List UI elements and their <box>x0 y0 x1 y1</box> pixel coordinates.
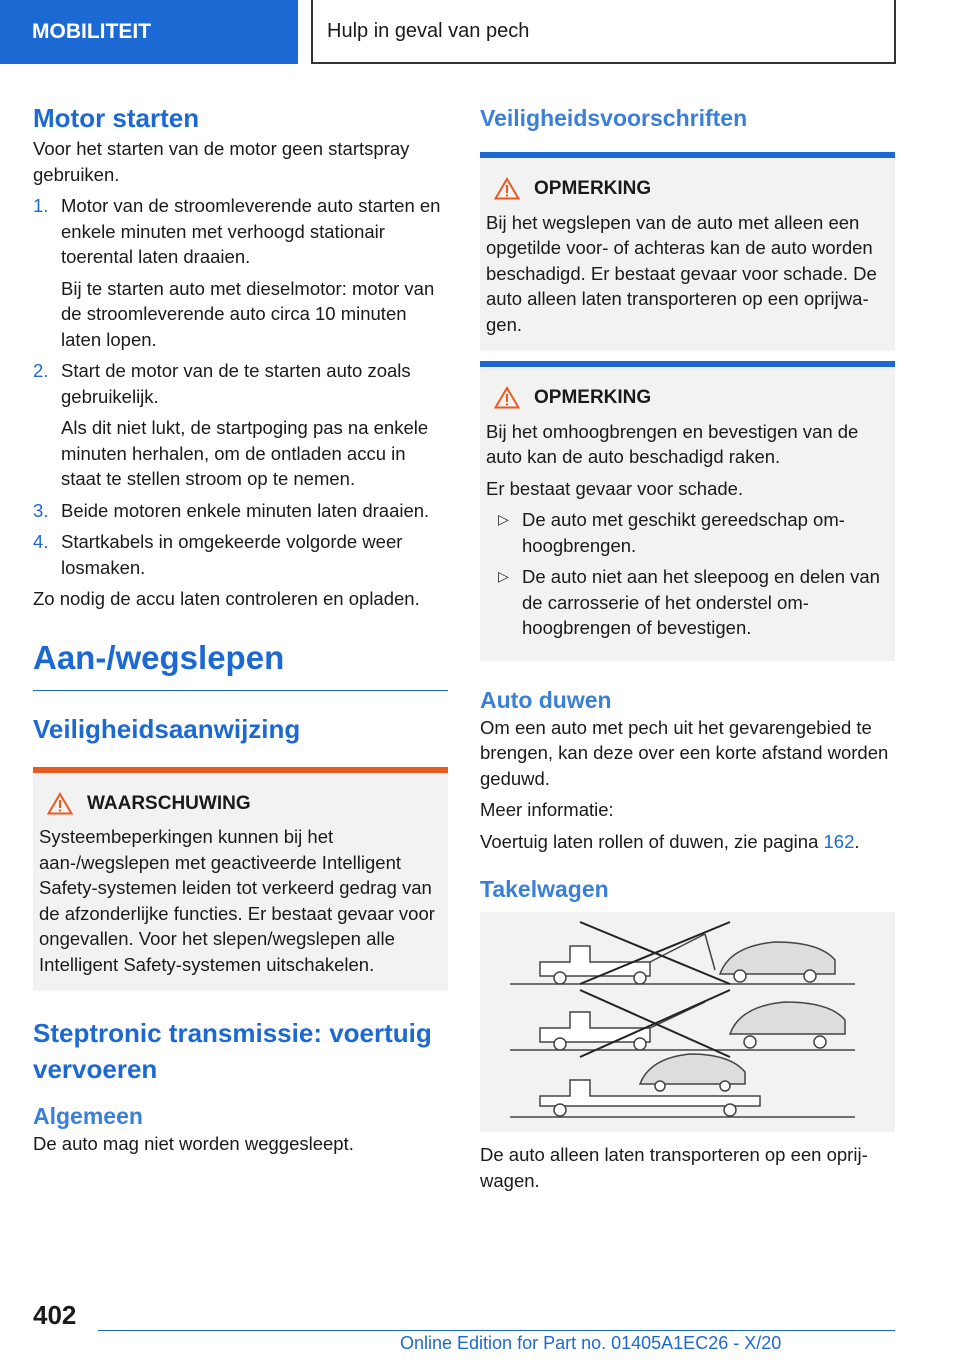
push-heading: Auto duwen <box>480 686 612 713</box>
step-text: Motor van de stroomleverende auto starten en enkele minuten met verhoogd stationair toerental laten draaien. <box>61 195 441 267</box>
push-text: Om een auto met pech uit het gevarengebied te brengen, kan deze over een korte afstand worden geduwd. <box>480 716 889 789</box>
list-item <box>486 507 889 558</box>
motor-outro: Zo nodig de accu laten controleren en opladen. <box>33 588 420 609</box>
step-text: Beide motoren enkele minuten laten draaien. <box>61 499 430 521</box>
general-text: De auto mag niet worden weggesleept. <box>33 1133 354 1154</box>
step-number: 1. <box>33 195 49 216</box>
figure-caption: De auto alleen laten transporteren op een oprijwagen. <box>480 1144 868 1191</box>
step-text: Start de motor van de te starten auto zoals gebruikelijk. <box>61 360 411 407</box>
step-text: Startkabels in omgekeerde volgorde weer losmaken. <box>61 531 403 578</box>
note-box-1 <box>480 152 895 351</box>
bullet-text: De auto niet aan het sleepoog en delen van de carrosserie of het onderstel omhoogbrengen of bevestigen. <box>522 566 880 638</box>
note-text: Er bestaat gevaar voor schade. <box>486 477 744 499</box>
step-subtext: Als dit niet lukt, de startpoging pas na enkele minuten herhalen, om de ontladen accu in staat te stellen stroom op te nemen. <box>61 417 429 489</box>
general-heading: Algemeen <box>33 1103 143 1129</box>
triangle-bullet-icon: ▷ <box>498 511 509 527</box>
steptronic-heading: Steptronic transmissie: voertuig vervoeren <box>33 1018 432 1084</box>
step-subtext: Bij te starten auto met dieselmotor: motor van de stroomleverende auto circa 10 minuten laten lopen. <box>61 277 435 350</box>
warning-box <box>33 767 448 992</box>
note-label: OPMERKING <box>534 387 652 408</box>
section-label: MOBILITEIT <box>32 20 151 43</box>
roll-end: . <box>854 830 860 852</box>
tow-truck-illustration <box>480 912 895 1132</box>
tow-truck-heading: Takelwagen <box>480 876 609 902</box>
list-item <box>33 529 448 580</box>
warning-title <box>39 791 442 817</box>
roll-reference <box>480 829 895 855</box>
note-text: Bij het wegslepen van de auto met alleen een opgetilde voor- of achteras kan de auto worden beschadigd. Er bestaat gevaar voor schade. De auto alleen laten transporteren op een oprijwagen. <box>486 211 877 335</box>
left-column <box>33 100 448 1163</box>
page-number: 402 <box>33 1300 77 1330</box>
list-item <box>33 358 448 492</box>
triangle-bullet-icon: ▷ <box>498 568 509 584</box>
list-item <box>486 564 889 641</box>
chapter-header <box>311 0 896 64</box>
step-number: 3. <box>33 499 49 521</box>
caution-triangle-icon <box>494 177 520 200</box>
note-text: Bij het omhoogbrengen en bevestigen van de auto kan de auto beschadigd raken. <box>486 420 859 467</box>
note-bullet-list <box>486 507 889 641</box>
towing-heading: Aan-/wegslepen <box>33 636 448 691</box>
motor-start-heading: Motor starten <box>33 103 200 133</box>
warning-text: Systeembeperkingen kunnen bij het aan-/wegslepen met geactiveerde Intelligent Safety-systemen leiden tot verkeerd gedrag van de afzonderlijke functies. Er bestaat gevaar voor ongevallen. Voor het slepen/wegslepen alle Intelligent Safety-systemen uitschakelen. <box>39 826 435 975</box>
start-steps-list <box>33 193 448 580</box>
step-number: 4. <box>33 531 49 552</box>
section-tab <box>0 0 298 64</box>
tow-truck-figure <box>480 912 895 1132</box>
roll-text: Voertuig laten rollen of duwen, zie pagina <box>480 830 824 852</box>
list-item <box>33 498 448 524</box>
caution-triangle-icon <box>494 386 520 409</box>
edition-footer: Online Edition for Part no. 01405A1EC26 - X/20 <box>400 1333 782 1353</box>
bullet-text: De auto met geschikt gereedschap omhoogbrengen. <box>522 509 845 556</box>
note-title <box>486 385 889 411</box>
note-title <box>486 176 889 202</box>
motor-intro: Voor het starten van de motor geen startspray gebruiken. <box>33 138 410 185</box>
warning-triangle-icon <box>47 792 73 815</box>
list-item <box>33 193 448 352</box>
note-box-2 <box>480 361 895 661</box>
step-number: 2. <box>33 360 49 381</box>
warning-label: WAARSCHUWING <box>87 792 251 814</box>
regulations-heading: Veiligheidsvoorschriften <box>480 105 748 131</box>
right-column <box>480 100 895 1199</box>
safety-heading: Veiligheidsaanwijzing <box>33 713 301 744</box>
footer-divider <box>98 1330 895 1331</box>
page-link[interactable]: 162 <box>823 830 855 852</box>
note-label: OPMERKING <box>534 178 652 199</box>
more-info-label: Meer informatie: <box>480 799 614 820</box>
chapter-label: Hulp in geval van pech <box>327 19 530 42</box>
